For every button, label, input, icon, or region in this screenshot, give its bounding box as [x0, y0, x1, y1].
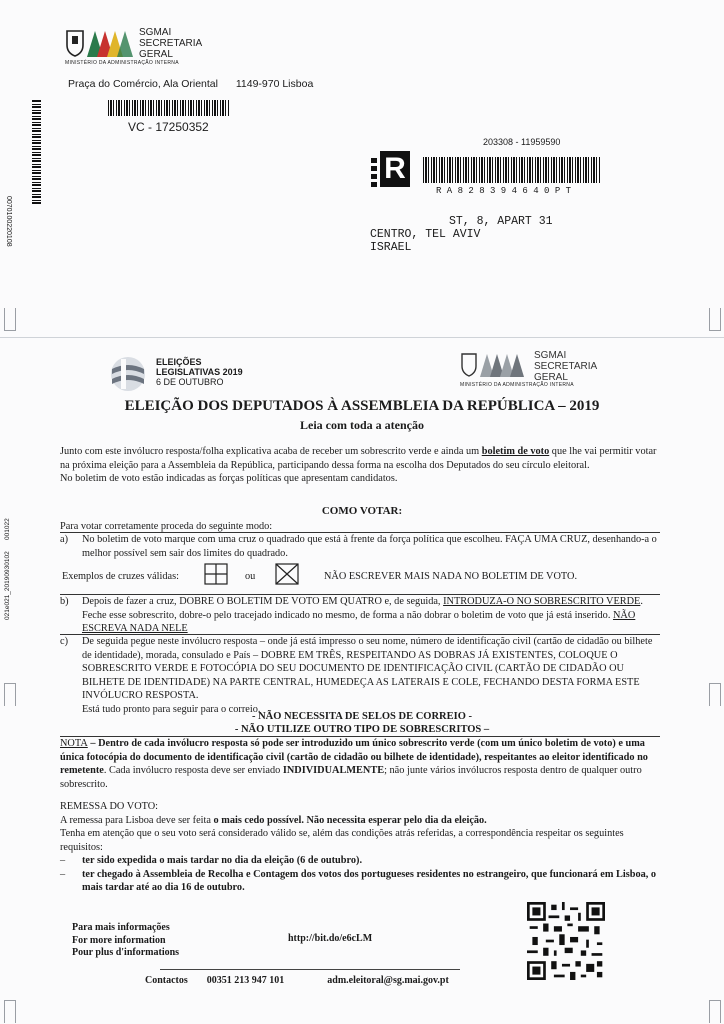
step-a	[60, 532, 660, 560]
intro-paragraph	[60, 445, 660, 486]
how-lead: Para votar corretamente proceda do seguinte modo:	[60, 521, 273, 532]
req1-dash: –	[60, 855, 66, 866]
nota-label: NOTA	[60, 738, 88, 749]
fold-mark-right-top	[709, 308, 721, 331]
intro-text-a: Junto com este invólucro resposta/folha explicativa acaba de receber um sobrescrito verde e ainda um	[60, 446, 482, 457]
ballot-link: boletim de voto	[481, 446, 550, 457]
requirement-2: ter chegado à Assembleia de Recolha e Contagem dos votos dos portugueses residentes no estrangeiro, que funcionará em Lisboa, o mais tardar até ao dia 16 de outubro.	[82, 868, 657, 893]
vc-barcode	[108, 100, 230, 116]
sender-address	[68, 78, 313, 90]
fold-mark-left-mid	[4, 683, 16, 706]
fold-mark-right-mid	[709, 683, 721, 706]
plus-cross-example-icon	[204, 563, 228, 585]
sender-postcode: 1149-970 Lisboa	[235, 78, 314, 90]
contacts-row	[145, 975, 449, 986]
contacts-rule	[160, 969, 460, 970]
examples-label: Exemplos de cruzes válidas:	[62, 571, 179, 582]
more-info-pt: Para mais informações	[72, 922, 170, 933]
side-code: 0070100220108	[5, 196, 12, 247]
portugal-coat-of-arms-logo	[65, 27, 145, 61]
step-b-underline1: INTRODUZA-O NO SOBRESCRITO VERDE	[443, 596, 641, 607]
recipient-address	[370, 215, 553, 254]
qr-code	[527, 902, 605, 980]
nota-bold: – Dentro de cada invólucro resposta só pode ser introduzido um único sobrescrito verde (com um único boletim de voto) e uma única fotocópia do documento de identificação civil (cartão de cidadão ou bilhete de identidade), respeitantes ao eleitor identificado no remetente	[60, 738, 648, 776]
nota-text1: . Cada invólucro resposta deve ser enviado	[103, 765, 283, 776]
req2-dash: –	[60, 868, 66, 880]
intro-text-b: que lhe vai permitir votar na próxima eleição para a Assembleia da República, participando dessa forma na escolha dos Deputados do seu círculo eleitoral.	[60, 446, 657, 471]
registered-mark	[371, 152, 411, 189]
registered-letter: R	[380, 151, 410, 187]
step-c-label: c)	[60, 636, 68, 647]
step-b	[60, 594, 660, 636]
election-line1: ELEIÇÕES	[156, 357, 202, 367]
document-subtitle: Leia com toda a atenção	[300, 418, 424, 432]
step-c-text: De seguida pegue neste invólucro resposta – onde já está impresso o seu nome, número de identificação civil (cartão de cidadão ou bilhete de identidade), morada, consulado e País – DOBRE EM TRÊS, RESPEITANDO AS DOBRAS JÁ EXISTENTES, COLOQUE O SOBRESCRITO VERDE E FOTOCÓPIA DO SEU DOCUMENTO DE IDENTIFICAÇÃO CIVIL (CARTÃO DE CIDADÃO OU BILHETE DE IDENTIDADE) NA PARTE CENTRAL, HUMEDEÇA AS LATERAIS E COLE, FECHANDO DESTA FORMA ESTE INVÓLUCRO RESPOSTA.	[82, 636, 653, 701]
step-b-text1: Depois de fazer a cruz, DOBRE O BOLETIM DE VOTO EM QUATRO e, de seguida,	[82, 596, 444, 607]
sgmai-sub: SECRETARIA GERAL	[534, 361, 597, 383]
warning-no-other-envelopes: - NÃO UTILIZE OUTRO TIPO DE SOBRESCRITOS –	[234, 724, 490, 735]
intro-text-c: No boletim de voto estão indicadas as forças políticas que apresentam candidatos.	[60, 473, 398, 484]
recipient-line3: ISRAEL	[370, 241, 412, 254]
sgmai-logo	[460, 350, 610, 392]
contacts-email[interactable]: adm.eleitoral@sg.mai.gov.pt	[327, 975, 449, 986]
sender-logo	[65, 27, 215, 71]
sgmai-ministry: MINISTÉRIO DA ADMINISTRAÇÃO INTERNA	[460, 382, 574, 388]
fold-mark-right-bottom	[709, 1000, 721, 1023]
election-line3: 6 DE OUTUBRO	[156, 377, 224, 387]
remessa-heading: REMESSA DO VOTO:	[60, 801, 159, 812]
x-cross-example-icon	[275, 563, 299, 585]
side-barcode	[32, 100, 41, 204]
info-url[interactable]: http://bit.do/e6cLM	[288, 933, 373, 944]
registered-number: R A 8 2 8 3 9 4 6 4 0 P T	[436, 186, 572, 196]
ready-text: Está tudo pronto para seguir para o correio.	[82, 703, 261, 715]
step-b-label: b)	[60, 596, 69, 607]
side-margin-code2: 001022	[4, 518, 11, 540]
remessa-l1b: o mais cedo possível. Não necessita esperar pelo dia da eleição.	[213, 814, 487, 826]
vc-code: VC - 17250352	[128, 120, 209, 134]
no-more-writing: NÃO ESCREVER MAIS NADA NO BOLETIM DE VOTO.	[324, 571, 578, 582]
more-info	[72, 922, 179, 960]
side-margin-code1: 021e021_20190930102	[4, 551, 11, 620]
document-title: ELEIÇÃO DOS DEPUTADOS À ASSEMBLEIA DA REPÚBLICA – 2019	[124, 398, 600, 414]
more-info-en: For more information	[72, 934, 166, 946]
step-b-text2: . Feche esse sobrescrito, dobre-o pelo tracejado indicado no mesmo, de forma a não dobrar o boletim de voto que já está inserido.	[82, 596, 643, 621]
nota-paragraph	[60, 736, 660, 791]
cross-examples	[62, 563, 622, 589]
more-info-fr: Pour plus d'informations	[72, 947, 180, 958]
fold-line	[0, 337, 724, 338]
step-c	[60, 634, 660, 716]
fold-mark-left-bottom	[4, 1000, 16, 1023]
election-line2: LEGISLATIVAS 2019	[156, 367, 243, 377]
sgmai-emblem-icon	[460, 350, 532, 380]
registered-ref: 203308 - 11959590	[483, 137, 561, 147]
contacts-phone: 00351 213 947 101	[206, 975, 285, 986]
step-a-label: a)	[60, 534, 68, 545]
nota-bold2: INDIVIDUALMENTE	[282, 765, 385, 776]
logo-text: SGMAI	[139, 27, 172, 38]
warning-no-stamps: - NÃO NECESSITA DE SELOS DE CORREIO -	[251, 711, 473, 722]
recipient-line1: ST, 8, APART 31	[449, 215, 553, 228]
fold-mark-left-top	[4, 308, 16, 331]
remessa-l1a: A remessa para Lisboa deve ser feita	[60, 814, 214, 826]
requirement-1: ter sido expedida o mais tardar no dia da eleição (6 de outubro).	[82, 855, 363, 866]
sender-street: Praça do Comércio, Ala Oriental	[68, 78, 218, 90]
remessa-l2: Tenha em atenção que o seu voto será considerado válido se, além das condições atrás referidas, a correspondência respeitar os seguintes requisitos:	[60, 828, 624, 853]
step-b-underline2: NÃO ESCREVA NADA NELE	[82, 609, 636, 634]
nota-text2: ; não junte vários invólucros resposta dentro de qualquer outro sobrescrito.	[60, 765, 642, 790]
registered-barcode	[423, 157, 601, 183]
step-a-text: No boletim de voto marque com uma cruz o quadrado que está à frente da força política que escolheu. FAÇA UMA CRUZ, desenhando-a o melhor possível sem sair dos limites do quadrado.	[82, 534, 657, 559]
remessa-section	[60, 800, 660, 895]
logo-sub: SECRETARIA GERAL	[139, 38, 202, 60]
recipient-line2: CENTRO, TEL AVIV	[370, 228, 481, 241]
sgmai-text: SGMAI	[534, 350, 567, 361]
how-heading: COMO VOTAR:	[321, 505, 403, 517]
ministry-name: MINISTÉRIO DA ADMINISTRAÇÃO INTERNA	[65, 60, 179, 66]
election-emblem-icon	[108, 355, 150, 393]
contacts-label: Contactos	[145, 975, 188, 986]
election-logo	[108, 355, 268, 395]
examples-or: ou	[245, 571, 256, 582]
